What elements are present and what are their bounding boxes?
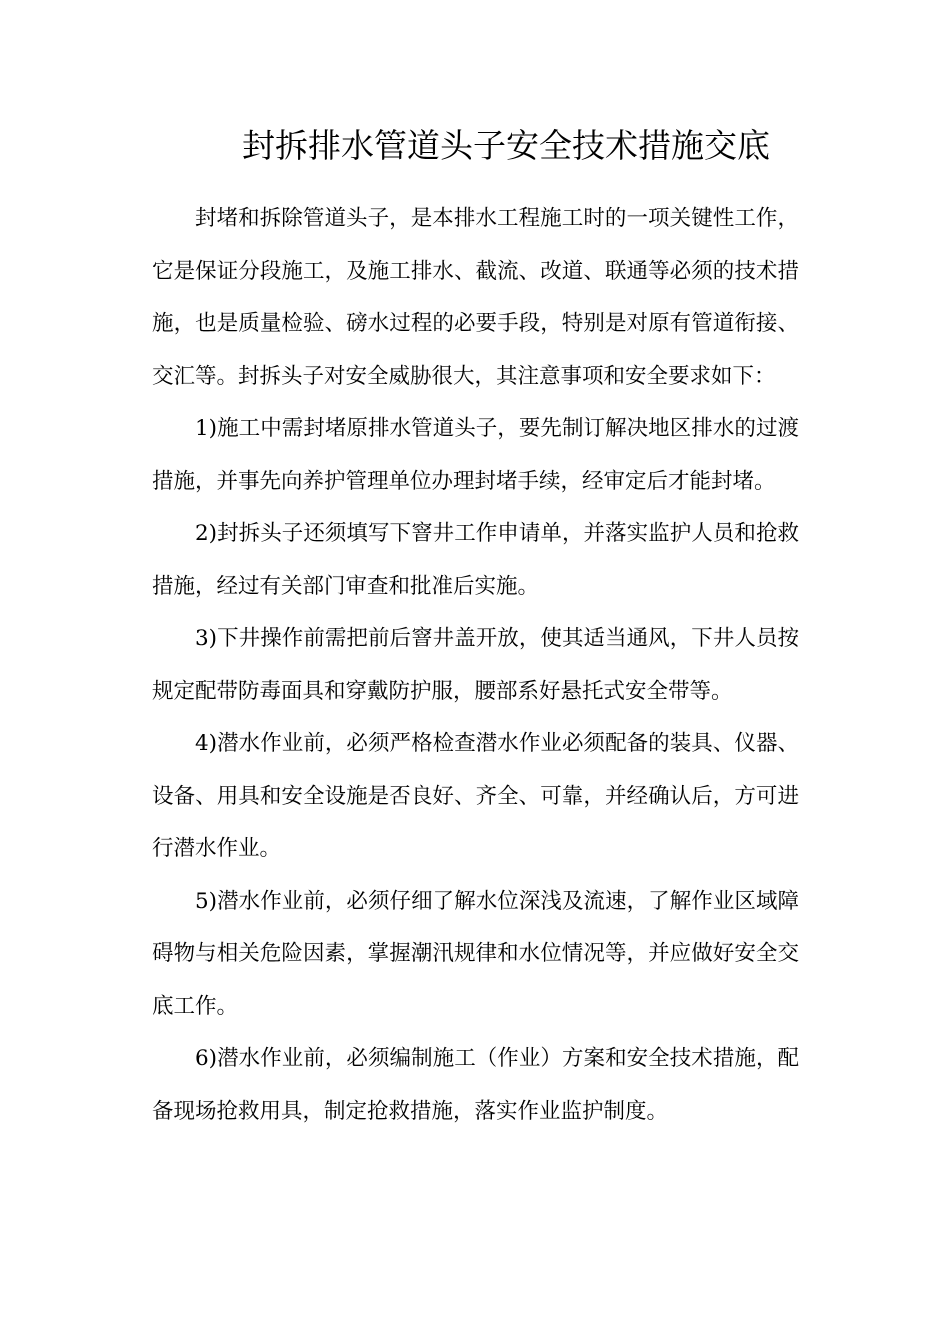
item-paragraph-6: 6)潜水作业前，必须编制施工（作业）方案和安全技术措施，配备现场抢救用具，制定抢救措施，落实作业监护制度。 bbox=[152, 1046, 799, 1124]
item-paragraph-2: 2)封拆头子还须填写下窨井工作申请单，并落实监护人员和抢救措施，经过有关部门审查和批准后实施。 bbox=[152, 521, 799, 599]
intro-paragraph: 封堵和拆除管道头子，是本排水工程施工时的一项关键性工作，它是保证分段施工，及施工排水、截流、改道、联通等必须的技术措施，也是质量检验、磅水过程的必要手段，特别是对原有管道衔接、交汇等。封拆头子对安全威胁很大，其注意事项和安全要求如下： bbox=[152, 206, 799, 389]
document-title: 封拆排水管道头子安全技术措施交底 bbox=[242, 126, 770, 165]
item-paragraph-4: 4)潜水作业前，必须严格检查潜水作业必须配备的装具、仪器、设备、用具和安全设施是否良好、齐全、可靠，并经确认后，方可进行潜水作业。 bbox=[152, 731, 799, 861]
item-paragraph-3: 3)下井操作前需把前后窨井盖开放，使其适当通风，下井人员按规定配带防毒面具和穿戴防护服，腰部系好悬托式安全带等。 bbox=[152, 626, 799, 704]
item-paragraph-5: 5)潜水作业前，必须仔细了解水位深浅及流速，了解作业区域障碍物与相关危险因素，掌握潮汛规律和水位情况等，并应做好安全交底工作。 bbox=[152, 888, 799, 1019]
document-body bbox=[152, 193, 799, 1138]
item-paragraph-1: 1)施工中需封堵原排水管道头子，要先制订解决地区排水的过渡措施，并事先向养护管理单位办理封堵手续，经审定后才能封堵。 bbox=[152, 416, 799, 494]
